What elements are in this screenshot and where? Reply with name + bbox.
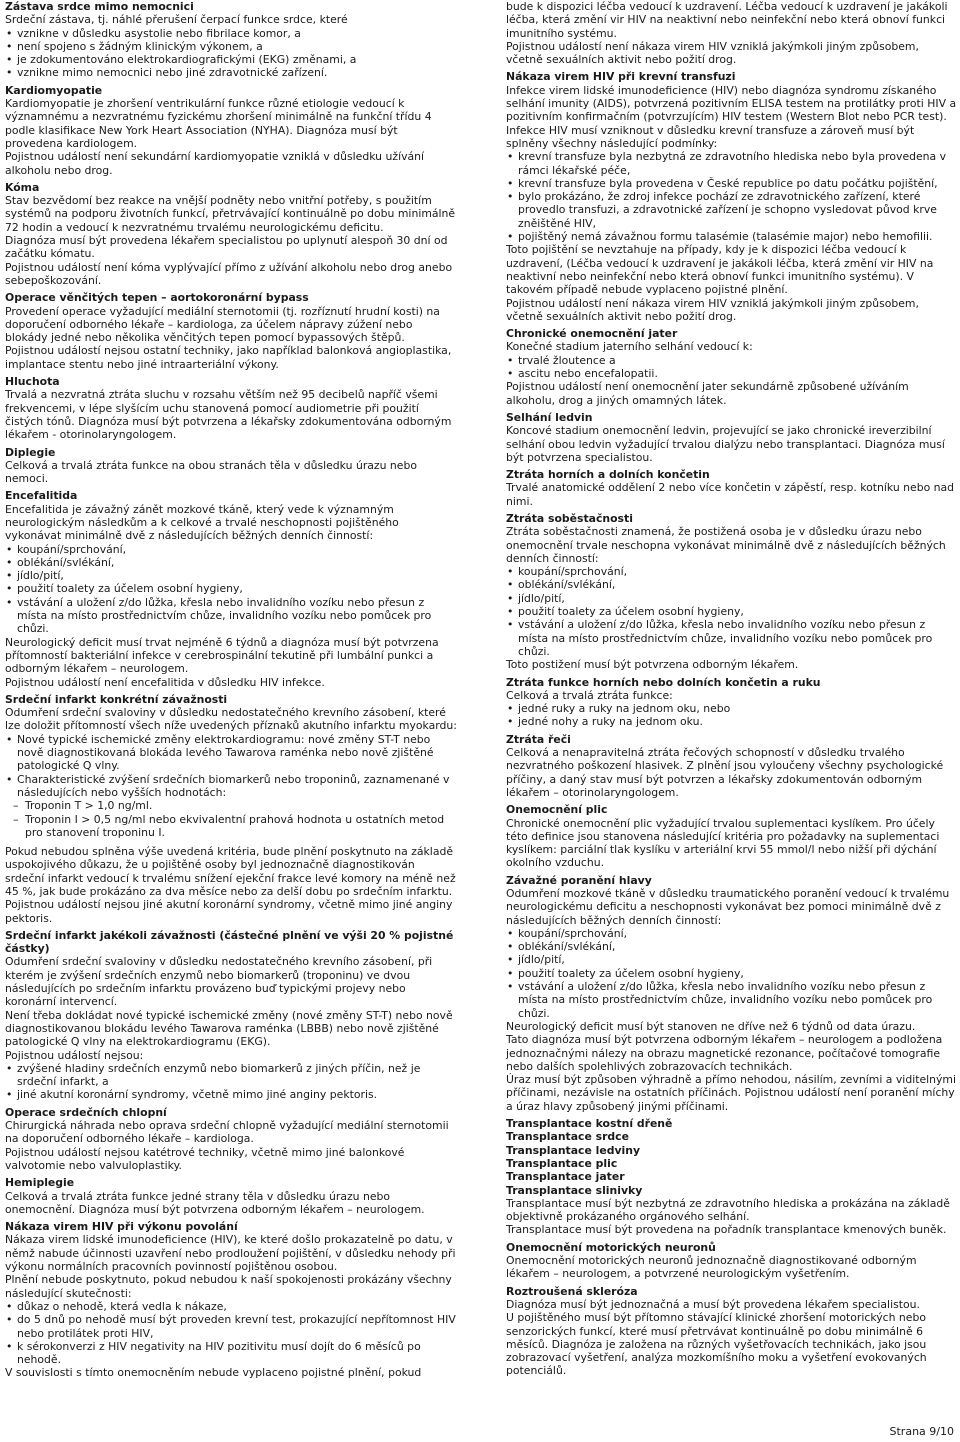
section-heading: Ztráta soběstačnosti [506,511,633,525]
list-item: • použití toalety za účelem osobní hygieny, [506,967,958,980]
paragraph: Odumření mozkové tkáně v důsledku traumatického poranění vedoucí k trvalému neurologickému deficitu a neschopnosti vykonávat bez pomoci minimálně dvě z následujících běžných denních činností: [506,887,950,927]
dash-list-item: – Troponin T > 1,0 ng/ml. [5,799,457,812]
section-heading: Ztráta řeči [506,732,571,746]
section-heading: Roztroušená skleróza [506,1284,638,1298]
list-item: • je zdokumentováno elektrokardiografickými (EKG) změnami, a [5,53,457,66]
section-heading: Ztráta funkce horních nebo dolních končetin a ruku [506,675,821,689]
list-item: • vstávání a uložení z/do lůžka, křesla nebo invalidního vozíku nebo přesun z místa na místo prostřednictvím chůze, invalidního vozíku nebo pomůcek pro chůzi. [506,980,958,1020]
paragraph: Transplantace musí být nezbytná ze zdravotního hlediska a prokázána na základě objektivně prokázaného orgánového selhání. [506,1196,950,1224]
paragraph: Onemocnění motorických neuronů jednoznačně diagnostikované odborným lékařem – neurologem, a potvrzené neurologickým vyšetřením. [506,1254,917,1281]
paragraph: Chirurgická náhrada nebo oprava srdeční chlopně vyžadující mediální sternotomii na doporučení odborného lékaře – kardiologa. [5,1119,449,1146]
bullet-list [506,565,958,658]
section-kardiomyopatie [5,84,457,177]
section-ztrata-funkce-hornich-nebo-dolnich-konce [506,676,958,729]
section-heading: Transplantace kostní dřeně [506,1117,673,1131]
section-heading: Hemiplegie [5,1176,75,1190]
section-heading: Encefalitida [5,489,78,503]
bullet-list [506,927,958,1020]
bullet-list [5,1300,457,1366]
bullet-list [5,733,457,839]
section-heading: Chronické onemocnění jater [506,327,678,341]
section-koma [5,181,457,287]
bullet-list [5,27,457,80]
paragraph: bude k dispozici léčba vedoucí k uzdravení. Léčba vedoucí k uzdravení je jakákoli léčba, která změní vir HIV na neaktivní nebo neinfekční nebo která obnoví funkci imunitního systému. [506,0,948,40]
bullet-list [506,150,958,243]
section-ztrata-hornich-a-dolnich-koncetin [506,468,958,508]
paragraph: Srdeční zástava, tj. náhlé přerušení čerpací funkce srdce, které [5,13,348,27]
list-item: • koupání/sprchování, [5,543,457,556]
paragraph: Pojistnou událostí není nákaza virem HIV vzniklá jakýmkoli jiným způsobem, včetně sexuálních aktivit nebo požití drog. [506,39,919,67]
paragraph: Chronické onemocnění plic vyžadující trvalou suplementaci kyslíkem. Pro účely této definice jsou stanovena následující kritéria pro požadavky na suplementaci kyslíkem: parciální tlak kyslíku v arteriální krvi 55 mmol/l nebo nižší při dýchání okolního vzduchu. [506,816,940,870]
list-item: • oblékání/svlékání, [506,940,958,953]
right-column [506,0,958,1382]
paragraph: Pojistnou událostí není onemocnění jater sekundárně způsobené užíváním alkoholu, drog a jiných omamných látek. [506,380,909,407]
section-heading: Onemocnění motorických neuronů [506,1240,716,1254]
section-heading: Ztráta horních a dolních končetin [506,468,710,482]
section-operace-vencitych-tepen-aortokoronarni-b [5,291,457,371]
paragraph: V souvislosti s tímto onemocněním nebude vyplaceno pojistné plnění, pokud [5,1366,422,1380]
section-continued [506,0,958,66]
paragraph: Diagnóza musí být provedena lékařem specialistou po uplynutí alespoň 30 dní od začátku kómatu. [5,234,448,261]
list-item: • není spojeno s žádným klinickým výkonem, a [5,40,457,53]
list-item: • pojištěný nemá závažnou formu talasémie (talasémie major) nebo hemofilii. [506,230,958,243]
section-nakaza-virem-hiv-pri-krevni-transfuzi [506,70,958,323]
paragraph: Kardiomyopatie je zhoršení ventrikulární funkce různé etiologie vedoucí k významnému a nezvratnému fyzickému zhoršení minimálně na funkční třídu 4 podle klasifikace New York Heart Association (NYHA). Diagnóza musí být provedena kardiologem. [5,97,432,150]
section-ztrata-reci [506,733,958,799]
section-heading: Zástava srdce mimo nemocnici [5,0,194,13]
section-transplantace-kostni-drene [506,1117,958,1237]
section-heading: Transplantace srdce [506,1130,629,1144]
paragraph: Celková a nenapravitelná ztráta řečových schopností v důsledku trvalého nezvratného poškození hlasivek. Z plnění jsou vyloučeny všechny psychologické příčiny, a daný stav musí být potvrzen a lékařsky zdokumentován odborným lékařem – otorinolaryngologem. [506,746,944,799]
section-heading: Transplantace jater [506,1170,625,1184]
list-item: • vstávání a uložení z/do lůžka, křesla nebo invalidního vozíku nebo přesun z místa na místo prostřednictvím chůze, invalidního vozíku nebo pomůcek pro chůzi. [5,596,457,636]
list-item: • jiné akutní koronární syndromy, včetně mimo jiné anginy pektoris. [5,1088,457,1101]
paragraph: Pojistnou událostí nejsou jiné akutní koronární syndromy, včetně mimo jiné anginy pektoris. [5,898,453,925]
paragraph: Toto postižení musí být potvrzena odborným lékařem. [506,658,799,672]
list-item: • jídlo/pití, [5,569,457,582]
list-item: • jedné nohy a ruky na jednom oku. [506,715,958,728]
list-item: • vznikne v důsledku asystolie nebo fibrilace komor, a [5,27,457,40]
section-heading: Nákaza virem HIV při výkonu povolání [5,1220,238,1234]
list-item: • Nové typické ischemické změny elektrokardiogramu: nové změny ST-T nebo nově diagnostikovaná blokáda levého Tawarova raménka nebo nově zjištěné patologické Q vlny. [5,733,457,773]
section-hluchota [5,375,457,441]
paragraph: Úraz musí být způsoben výhradně a přímo nehodou, násilím, zevními a viditelnými příčinami, nezávisle na ostatních příčinách. Pojistnou událostí není poranění míchy a úraz hlavy způsobený jinými příčinami. [506,1073,957,1113]
paragraph: Celková a trvalá ztráta funkce jedné strany těla v důsledku úrazu nebo onemocnění. Diagnóza musí být potvrzena odborným lékařem – neurologem. [5,1189,425,1216]
list-item: • do 5 dnů po nehodě musí být proveden krevní test, prokazující nepřítomnost HIV nebo protilátek proti HIV, [5,1313,457,1340]
section-chronicke-onemocneni-jater [506,327,958,407]
list-item: • jedné ruky a ruky na jednom oku, nebo [506,702,958,715]
section-heading: Kardiomyopatie [5,83,103,97]
section-roztrousena-skleroza [506,1285,958,1378]
dash-list-item: – Troponin I > 0,5 ng/ml nebo ekvivalentní prahová hodnota u ostatních metod pro stanovení troponinu I. [5,813,457,840]
section-selhani-ledvin [506,411,958,464]
section-ztrata-sobestacnosti [506,512,958,672]
section-zavazne-poraneni-hlavy [506,874,958,1113]
section-srdecni-infarkt-jakekoli-zavaznosti-cast [5,929,457,1102]
list-item: • použití toalety za účelem osobní hygieny, [506,605,958,618]
bullet-list [5,543,457,636]
paragraph: Encefalitida je závažný zánět mozkové tkáně, který vede k významným neurologickým následkům a k celkové a trvalé neschopnosti pojištěného vykonávat minimálně dvě z následujících běžných denních činností: [5,502,399,543]
paragraph: Plnění nebude poskytnuto, pokud nebudou k naší spokojenosti prokázány všechny následující skutečnosti: [5,1273,452,1300]
list-item: • jídlo/pití, [506,592,958,605]
bullet-list [506,702,958,729]
paragraph: Trvalé anatomické oddělení 2 nebo více končetin v zápěstí, resp. kotníku nebo nad nimi. [506,481,955,508]
paragraph: Infekce virem lidské imunodeficience (HIV) nebo diagnóza syndromu získaného selhání imunity (AIDS), potvrzená pozitivním ELISA testem na protilátky proti HIV a pozitivním konfirmačním (potvrzujícím) HIV testem (Western Blot nebo PCR test). [506,83,957,124]
paragraph: Není třeba dokládat nové typické ischemické změny (nové změny ST-T) nebo nově diagnostikovanou blokádu levého Tawarova raménka (LBBB) nebo nově zjištěné patologické Q vlny na elektrokardiogramu (EKG). [5,1008,453,1049]
list-item: • důkaz o nehodě, která vedla k nákaze, [5,1300,457,1313]
paragraph: Neurologický deficit musí být stanoven ne dříve než 6 týdnů od data úrazu. [506,1019,916,1033]
paragraph: Pojistnou událostí není encefalitida v důsledku HIV infekce. [5,675,325,689]
paragraph: Konečné stadium jaterního selhání vedoucí k: [506,340,753,354]
list-item: • vznikne mimo nemocnici nebo jiné zdravotnické zařízení. [5,66,457,79]
list-item: • oblékání/svlékání, [5,556,457,569]
section-encefalitida [5,489,457,688]
list-item: • zvýšené hladiny srdečních enzymů nebo biomarkerů z jiných příčin, než je srdeční infarkt, a [5,1062,457,1089]
left-column [5,0,457,1384]
list-item: • oblékání/svlékání, [506,578,958,591]
paragraph: Pojistnou událostí není sekundární kardiomyopatie vzniklá v důsledku užívání alkoholu nebo drog. [5,150,425,177]
paragraph: Ztráta soběstačnosti znamená, že postižená osoba je v důsledku úrazu nebo onemocnění trvale neschopna vykonávat minimálně dvě z následujících běžných denních činností: [506,525,946,565]
section-heading: Kóma [5,180,40,194]
section-heading: Onemocnění plic [506,803,608,817]
section-heading: Selhání ledvin [506,410,593,424]
list-item: • krevní transfuze byla provedena v České republice po datu počátku pojištění, [506,177,958,190]
paragraph: Pojistnou událostí nejsou: [5,1048,144,1062]
paragraph: Pojistnou událostí nejsou ostatní techniky, jako například balonková angioplastika, implantace stentu nebo jiné intraarteriální výkony. [5,344,452,371]
paragraph: Trvalá a nezvratná ztráta sluchu v rozsahu větším než 95 decibelů napříč všemi frekvencemi, v lépe slyšícím uchu stanovená pomocí audiometrie při použití čistých tónů. Diagnóza musí být potvrzena a lékařsky zdokumentována odborným lékařem - otorinolaryngologem. [5,388,452,442]
paragraph: Provedení operace vyžadující mediální sternotomii (tj. rozříznutí hrudní kosti) na doporučení odborného lékaře – kardiologa, za účelem nápravy zúžení nebo blokády jedné nebo několika věnčitých tepen pomocí bypassových štěpů. [5,304,440,345]
paragraph: Toto pojištění se nevztahuje na případy, kdy je k dispozici léčba vedoucí k uzdravení, (Léčba vedoucí k uzdravení je jakákoli léčba, která změní vir HIV na neaktivní nebo neinfekční nebo která obnoví funkci imunitního systému). V takovém případě nebude vyplaceno pojistné plnění. [506,243,934,297]
section-nakaza-virem-hiv-pri-vykonu-povolani [5,1220,457,1380]
paragraph: Neurologický deficit musí trvat nejméně 6 týdnů a diagnóza musí být potvrzena přítomností bakteriální infekce v cerebrospinální tekutině při lumbální punkci a odborným lékařem – neurologem. [5,635,439,676]
paragraph: Pojistnou událostí není kóma vyplývající přímo z užívání alkoholu nebo drog anebo sebepoškozování. [5,260,453,287]
bullet-list [5,1062,457,1102]
paragraph: Koncové stadium onemocnění ledvin, projevující se jako chronické ireverzibilní selhání obou ledvin vyžadující trvalou dialýzu nebo transplantaci. Diagnóza musí být potvrzena specialistou. [506,424,945,464]
paragraph: Infekce HIV musí vzniknout v důsledku krevní transfuze a zároveň musí být splněny všechny následující podmínky: [506,123,915,150]
section-heading: Nákaza virem HIV při krevní transfuzi [506,70,736,84]
list-item: • jídlo/pití, [506,953,958,966]
paragraph: Pojistnou událostí nejsou katétrové techniky, včetně mimo jiné balonkové valvotomie nebo valvuloplastiky. [5,1145,405,1172]
section-hemiplegie [5,1176,457,1216]
list-item: • krevní transfuze byla nezbytná ze zdravotního hlediska nebo byla provedena v rámci lékařské péče, [506,150,958,177]
paragraph: U pojištěného musí být přítomno stávající klinické zhoršení motorických nebo senzorických funkcí, které musí přetrvávat kontinuálně po dobu minimálně 6 měsíců. Diagnóza je založena na různých vyšetřovacích technikách, jako jsou zobrazovací vyšetření, analýza mozkomíšního moku a vyšetření evokovaných potenciálů. [506,1311,927,1378]
list-item: • bylo prokázáno, že zdroj infekce pochází ze zdravotnického zařízení, které provedlo transfuzi, a zdravotnické zařízení je schopno vysledovat původ krve zněištěné HIV, [506,190,958,230]
paragraph: Stav bezvědomí bez reakce na vnější podněty nebo vnitřní potřeby, s použitím systémů na podporu životních funkcí, přetrvávající kontinuálně po dobu minimálně 72 hodin a vedoucí k nezvratnému trvalému neurologickému deficitu. [5,194,456,234]
section-heading: Transplantace ledviny [506,1143,641,1157]
list-item: • koupání/sprchování, [506,565,958,578]
paragraph: Odumření srdeční svaloviny v důsledku nedostatečného krevního zásobení, při kterém je zvýšení srdečních enzymů nebo biomarkerů (troponinu) ve dvou následujících po srdečním infarktu provázeno buď typickými projevy nebo koronární intervencí. [5,955,433,1009]
page-number: Strana 9/10 [889,1425,954,1438]
paragraph: Pojistnou událostí není nákaza virem HIV vzniklá jakýmkoli jiným způsobem, včetně sexuálních aktivit nebo požití drog. [506,296,919,323]
paragraph: Nákaza virem lidské imunodeficience (HIV), ke které došlo prokazatelně po datu, v němž nabude účinnosti uzavření nebo prodloužení pojištění, v důsledku nehody při výkonu normálních pracovních povinností pojištěnou osobou. [5,1233,456,1274]
bullet-list [506,354,958,381]
list-item: • trvalé žloutence a [506,354,958,367]
paragraph: Pokud nebudou splněna výše uvedená kritéria, bude plnění poskytnuto na základě uspokojivého důkazu, že u pojištěné osoby byl jednoznačně diagnostikován srdeční infarkt vedoucí k trvalému snížení ejekční frakce levé komory na méně než 45 %, jak bude prokázáno za dva měsíce nebo za delší dobu po srdečním infarktu. [5,845,456,898]
paragraph: Tato diagnóza musí být potvrzena odborným lékařem – neurologem a podložena jednoznačnými nálezy na obrazu magnetické rezonance, počítačové tomografie nebo dalších spolehlivých zobrazovacích technikách. [506,1033,943,1073]
paragraph: Celková a trvalá ztráta funkce na obou stranách těla v důsledku úrazu nebo nemoci. [5,458,417,486]
section-srdecni-infarkt-konkretni-zavaznosti [5,693,457,925]
list-item: • ascitu nebo encefalopatii. [506,367,958,380]
section-heading: Transplantace plic [506,1156,618,1170]
section-heading: Srdeční infarkt konkrétní závažnosti [5,692,228,706]
section-zastava-srdce-mimo-nemocnici [5,0,457,80]
section-diplegie [5,446,457,486]
paragraph: Odumření srdeční svaloviny v důsledku nedostatečného krevního zásobení, které lze doložit přítomností všech níže uvedených příznaků akutního infarktu myokardu: [5,706,457,733]
section-heading: Operace věnčitých tepen – aortokoronární bypass [5,291,309,305]
section-heading: Hluchota [5,375,60,389]
paragraph: Celková a trvalá ztráta funkce: [506,688,673,702]
section-operace-srdecnich-chlopni [5,1106,457,1172]
list-item: • vstávání a uložení z/do lůžka, křesla nebo invalidního vozíku nebo přesun z místa na místo prostřednictvím chůze, invalidního vozíku nebo pomůcek pro chůzi. [506,618,958,658]
list-item: • použití toalety za účelem osobní hygieny, [5,582,457,595]
section-heading: Závažné poranění hlavy [506,873,652,887]
section-heading: Operace srdečních chlopní [5,1105,167,1119]
section-onemocneni-motorickych-neuronu [506,1241,958,1281]
section-heading: Diplegie [5,445,56,459]
section-heading: Srdeční infarkt jakékoli závažnosti (částečné plnění ve výši 20 % pojistné částky) [5,928,454,956]
paragraph: Transplantace musí být provedena na pořadník transplantace kmenových buněk. [506,1223,947,1237]
paragraph: Diagnóza musí být jednoznačná a musí být provedena lékařem specialistou. [506,1297,920,1311]
list-item: • koupání/sprchování, [506,927,958,940]
list-item: • k sérokonverzi z HIV negativity na HIV pozitivitu musí dojít do 6 měsíců po nehodě. [5,1340,457,1367]
section-onemocneni-plic [506,803,958,869]
section-heading: Transplantace slinivky [506,1183,643,1197]
list-item: • Charakteristické zvýšení srdečních biomarkerů nebo troponinů, zaznamenané v následujících nebo vyšších hodnotách: [5,773,457,800]
